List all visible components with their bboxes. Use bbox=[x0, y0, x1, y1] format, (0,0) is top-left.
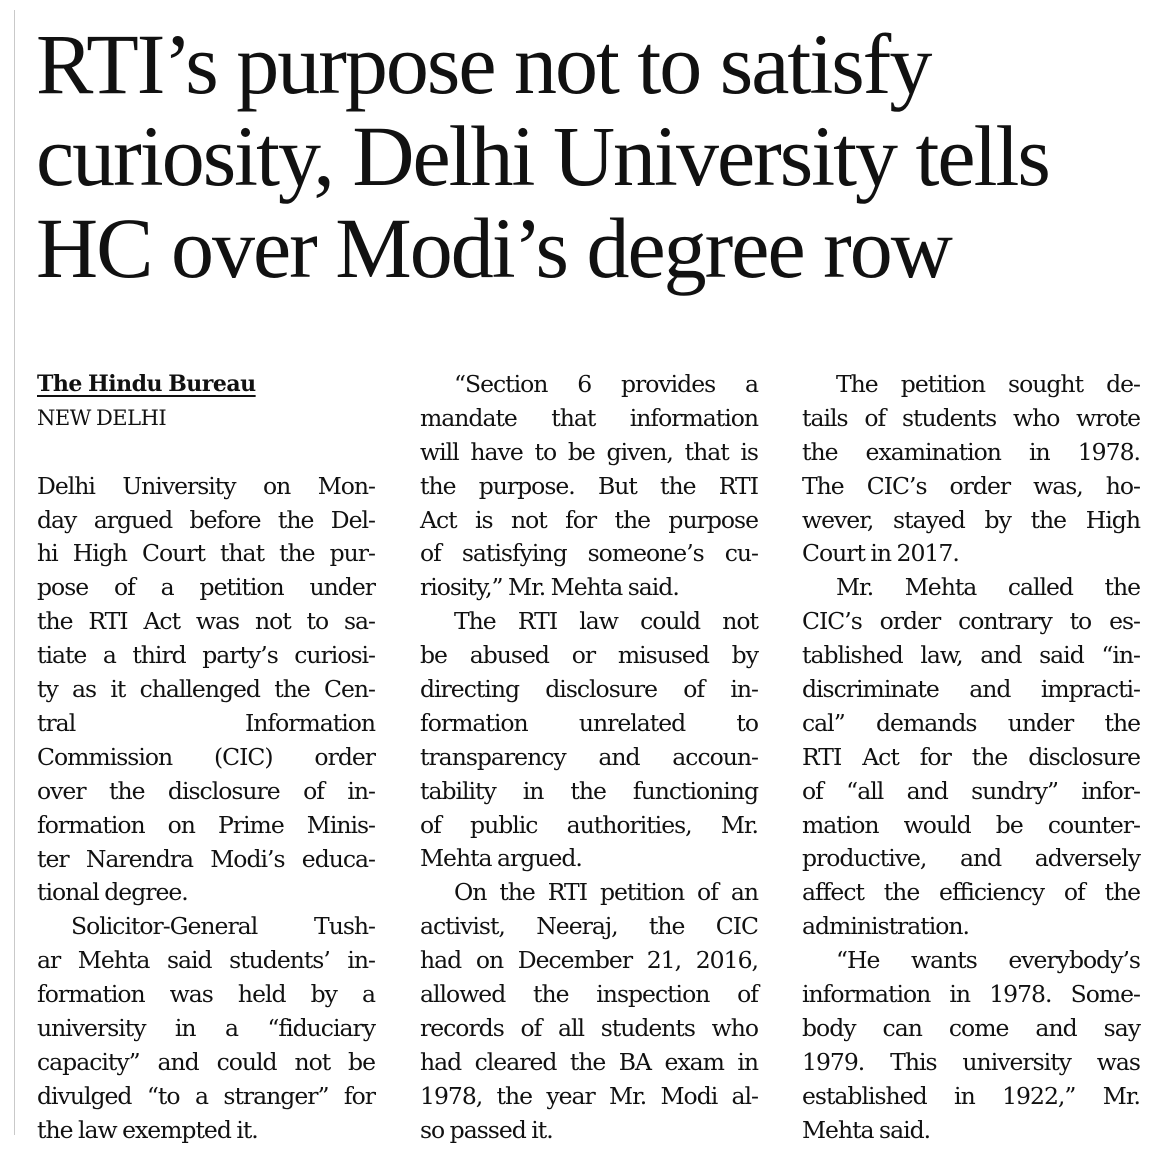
article-column-3 bbox=[802, 368, 1140, 1147]
body-text-line: hi High Court that the pur- bbox=[37, 539, 375, 568]
body-text-line: Mr. Mehta called the bbox=[836, 573, 1140, 602]
body-text-line: divulged “to a stranger” for bbox=[37, 1081, 375, 1110]
body-text-line: Commission (CIC) order bbox=[37, 742, 375, 771]
body-text-line: “He wants everybody’s bbox=[836, 946, 1140, 975]
body-text-line: the RTI Act was not to sa- bbox=[37, 607, 375, 636]
body-text-line: “Section 6 provides a bbox=[454, 370, 758, 398]
body-text-line: tablished law, and said “in- bbox=[802, 641, 1140, 670]
body-text-line: On the RTI petition of an bbox=[454, 878, 758, 907]
body-text-line: ty as it challenged the Cen- bbox=[37, 675, 375, 704]
body-text-line: the purpose. But the RTI bbox=[420, 471, 758, 500]
body-text-line: of public authorities, Mr. bbox=[420, 810, 758, 839]
body-text-line: had on December 21, 2016, bbox=[420, 946, 758, 975]
body-text-line: mandate that information bbox=[420, 403, 758, 432]
body-text-line: records of all students who bbox=[420, 1013, 758, 1042]
body-text-line: had cleared the BA exam in bbox=[420, 1047, 758, 1076]
body-text-line: information in 1978. Some- bbox=[802, 980, 1140, 1009]
byline-spacer bbox=[37, 436, 375, 470]
body-text-line: activist, Neeraj, the CIC bbox=[420, 912, 758, 941]
body-text-line: Mehta said. bbox=[802, 1115, 931, 1144]
body-text-line: of satisfying someone’s cu- bbox=[420, 539, 758, 568]
body-text-line: established in 1922,” Mr. bbox=[802, 1081, 1140, 1110]
body-text-line: Act is not for the purpose bbox=[420, 505, 758, 534]
body-text-line: tional degree. bbox=[37, 878, 188, 907]
headline bbox=[36, 18, 1156, 294]
body-text-line: tiate a third party’s curiosi- bbox=[37, 641, 375, 670]
body-text-line: RTI Act for the disclosure bbox=[802, 742, 1140, 771]
body-text-line: Court in 2017. bbox=[802, 539, 959, 568]
body-text-line: allowed the inspection of bbox=[420, 980, 758, 1009]
body-text-line: discriminate and impracti- bbox=[802, 675, 1140, 704]
body-text-line: Mehta argued. bbox=[420, 844, 582, 873]
body-text-line: 1979. This university was bbox=[802, 1047, 1140, 1076]
body-text-line: Solicitor-General Tush- bbox=[71, 912, 375, 941]
body-text-line: formation on Prime Minis- bbox=[37, 810, 375, 839]
body-text-line: over the disclosure of in- bbox=[37, 776, 375, 805]
body-text-line: will have to be given, that is bbox=[420, 437, 758, 466]
headline-line: HC over Modi’s degree row bbox=[36, 200, 951, 296]
body-text-line: directing disclosure of in- bbox=[420, 675, 758, 704]
body-text-line: formation unrelated to bbox=[420, 708, 758, 737]
body-text-line: CIC’s order contrary to es- bbox=[802, 607, 1140, 636]
body-text-line: pose of a petition under bbox=[37, 573, 375, 602]
body-text-line: the law exempted it. bbox=[37, 1115, 258, 1144]
body-text-line: wever, stayed by the High bbox=[802, 505, 1140, 534]
article-column-2 bbox=[420, 368, 758, 1147]
body-text-line: ter Narendra Modi’s educa- bbox=[37, 844, 375, 873]
body-text-line: cal” demands under the bbox=[802, 708, 1140, 737]
body-text-line: be abused or misused by bbox=[420, 641, 758, 670]
body-text-line: Delhi University on Mon- bbox=[37, 471, 375, 500]
body-text-line: ar Mehta said students’ in- bbox=[37, 946, 375, 975]
column-rule bbox=[14, 10, 15, 1135]
byline: The Hindu Bureau bbox=[37, 371, 256, 397]
body-text-line: riosity,” Mr. Mehta said. bbox=[420, 573, 679, 602]
body-text-line: capacity” and could not be bbox=[37, 1047, 375, 1076]
body-text-line: body can come and say bbox=[802, 1013, 1140, 1042]
body-text-line: The RTI law could not bbox=[454, 607, 758, 636]
body-text-line: so passed it. bbox=[420, 1115, 553, 1144]
body-text-line: tails of students who wrote bbox=[802, 403, 1140, 432]
body-text-line: day argued before the Del- bbox=[37, 505, 375, 534]
body-text-line: tral Information bbox=[37, 708, 375, 737]
body-text-line: transparency and accoun- bbox=[420, 742, 758, 771]
body-text-line: the examination in 1978. bbox=[802, 437, 1140, 466]
body-text-line: formation was held by a bbox=[37, 980, 375, 1009]
body-text-line: affect the efficiency of the bbox=[802, 878, 1140, 907]
body-text-line: university in a “fiduciary bbox=[37, 1013, 375, 1042]
body-text-line: tability in the functioning bbox=[420, 776, 758, 805]
body-text-line: The CIC’s order was, ho- bbox=[802, 471, 1140, 500]
body-text-line: The petition sought de- bbox=[836, 370, 1140, 398]
body-text-line: mation would be counter- bbox=[802, 810, 1140, 839]
headline-line: curiosity, Delhi University tells bbox=[36, 108, 1049, 204]
headline-line: RTI’s purpose not to satisfy bbox=[36, 16, 931, 112]
body-text-line: of “all and sundry” infor- bbox=[802, 776, 1140, 805]
article-column-1 bbox=[37, 368, 375, 1148]
body-text-line: 1978, the year Mr. Modi al- bbox=[420, 1081, 758, 1110]
dateline: NEW DELHI bbox=[37, 405, 167, 430]
body-text-line: administration. bbox=[802, 912, 969, 941]
body-text-line: productive, and adversely bbox=[802, 844, 1140, 873]
